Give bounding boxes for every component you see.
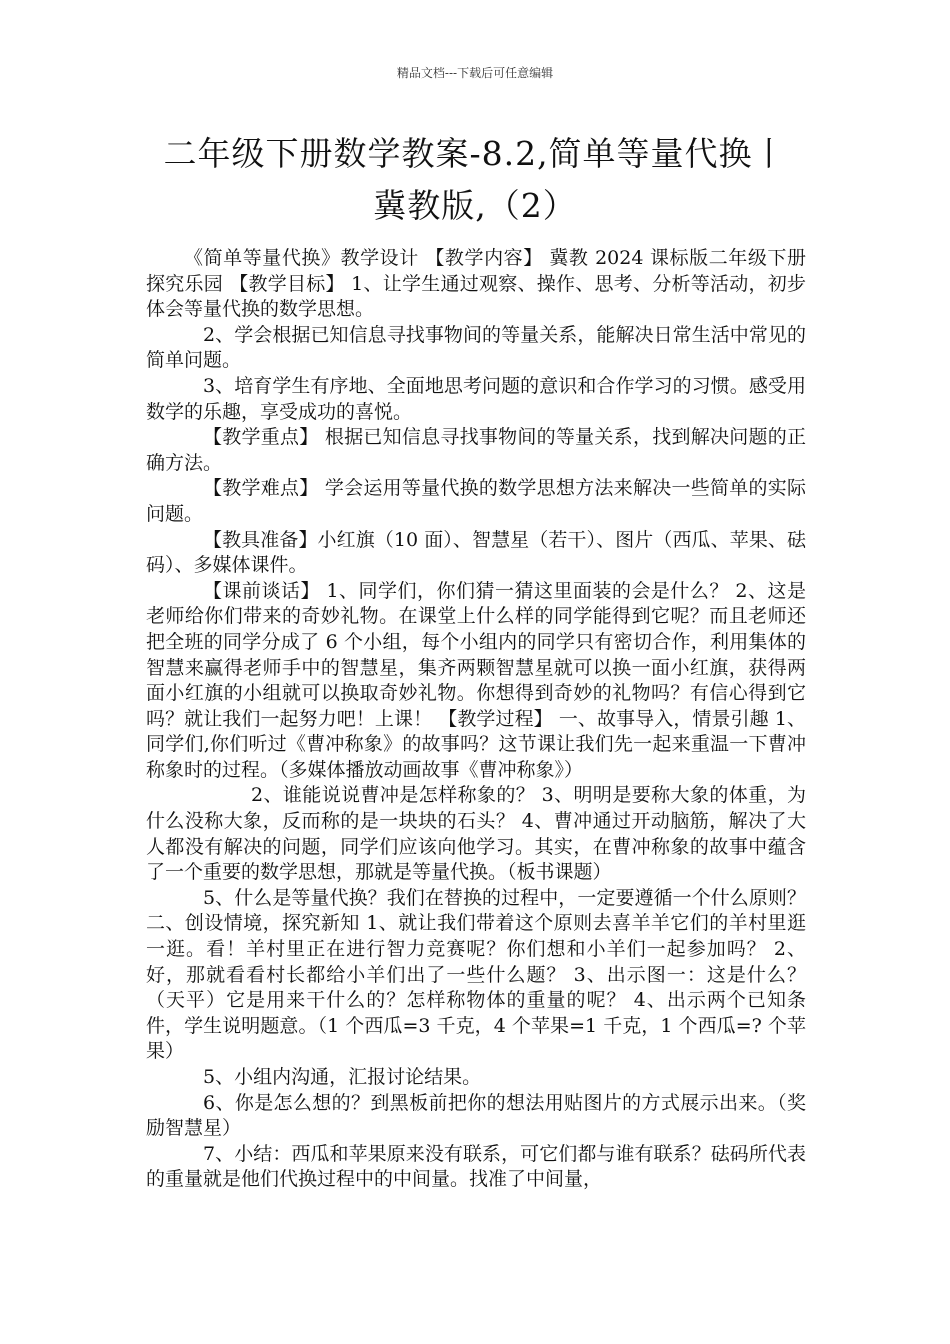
paragraph-materials: 【教具准备】小红旗（10 面）、智慧星（若干）、图片（西瓜、苹果、砝码）、多媒体课件。 — [146, 528, 806, 577]
paragraph-difficulties: 【教学难点】 学会运用等量代换的数学思想方法来解决一些简单的实际问题。 — [146, 477, 806, 525]
paragraph-group-discussion: 5、小组内沟通，汇报讨论结果。 — [203, 1066, 482, 1088]
paragraph-key-points: 【教学重点】 根据已知信息寻找事物间的等量关系，找到解决问题的正确方法。 — [146, 426, 806, 474]
paragraph-new-knowledge: 5、什么是等量代换？我们在替换的过程中，一定要遵循一个什么原则？ 二、创设情境，探究新知 1、就让我们带着这个原则去喜羊羊它们的羊村里逛一逛。看！羊村里正在进行智力竞赛呢？你们想和小羊们一起参加吗？ 2、好，那就看看村长都给小羊们出了一些什么题？ 3、出示图一：这是什么？（天平）它是用来干什么的？怎样称物体的重量的呢？ 4、出示两个已知条件，学生说明题意。（1 个西瓜=3 千克，4 个苹果=1 千克，1 个西瓜=? 个苹果） — [146, 886, 806, 1063]
paragraph-goal-2: 2、学会根据已知信息寻找事物间的等量关系，能解决日常生活中常见的简单问题。 — [146, 323, 806, 372]
paragraph-objectives: 《简单等量代换》教学设计 【教学内容】 冀教 2024 课标版二年级下册探究乐园 【教学目标】 1、让学生通过观察、操作、思考、分析等活动，初步体会等量代换的数学思想。 — [146, 247, 806, 321]
paragraph-show-ideas: 6、你是怎么想的？到黑板前把你的想法用贴图片的方式展示出来。（奖励智慧星） — [146, 1091, 806, 1140]
document-body — [146, 246, 806, 1193]
paragraph-story-questions: 2、谁能说说曹冲是怎样称象的？ 3、明明是要称大象的体重，为什么没称大象，反而称的是一块块的石头？ 4、曹冲通过开动脑筋，解决了大人都没有解决的问题，同学们应该向他学习。其实，在曹冲称象的故事中蕴含了一个重要的数学思想，那就是等量代换。（板书课题） — [146, 784, 806, 884]
document-title — [120, 128, 830, 232]
page-header: 精品文档---下载后可任意编辑 — [396, 66, 554, 80]
paragraph-pre-class-talk: 【课前谈话】 1、同学们，你们猜一猜这里面装的会是什么？ 2、这是老师给你们带来的奇妙礼物。在课堂上什么样的同学能得到它呢？而且老师还把全班的同学分成了 6 个小组，每个小组内的同学只有密切合作，利用集体的智慧来赢得老师手中的智慧星，集齐两颗智慧星就可以换一面小红旗，获得两面小红旗的小组就可以换取奇妙礼物。你想得到奇妙的礼物吗？有信心得到它吗？就让我们一起努力吧！上课！ 【教学过程】 一、故事导入，情景引趣 1、同学们,你们听过《曹冲称象》的故事吗？这节课让我们先一起来重温一下曹冲称象时的过程。（多媒体播放动画故事《曹冲称象》） — [146, 579, 806, 781]
title-line-2: 冀教版,（2） — [373, 186, 577, 225]
paragraph-summary: 7、小结：西瓜和苹果原来没有联系，可它们都与谁有联系？砝码所代表的重量就是他们代换过程中的中间量。找准了中间量， — [146, 1142, 806, 1191]
title-line-1: 二年级下册数学教案-8.2,简单等量代换丨 — [163, 134, 787, 173]
paragraph-goal-3: 3、培育学生有序地、全面地思考问题的意识和合作学习的习惯。感受用数学的乐趣，享受成功的喜悦。 — [146, 374, 806, 423]
